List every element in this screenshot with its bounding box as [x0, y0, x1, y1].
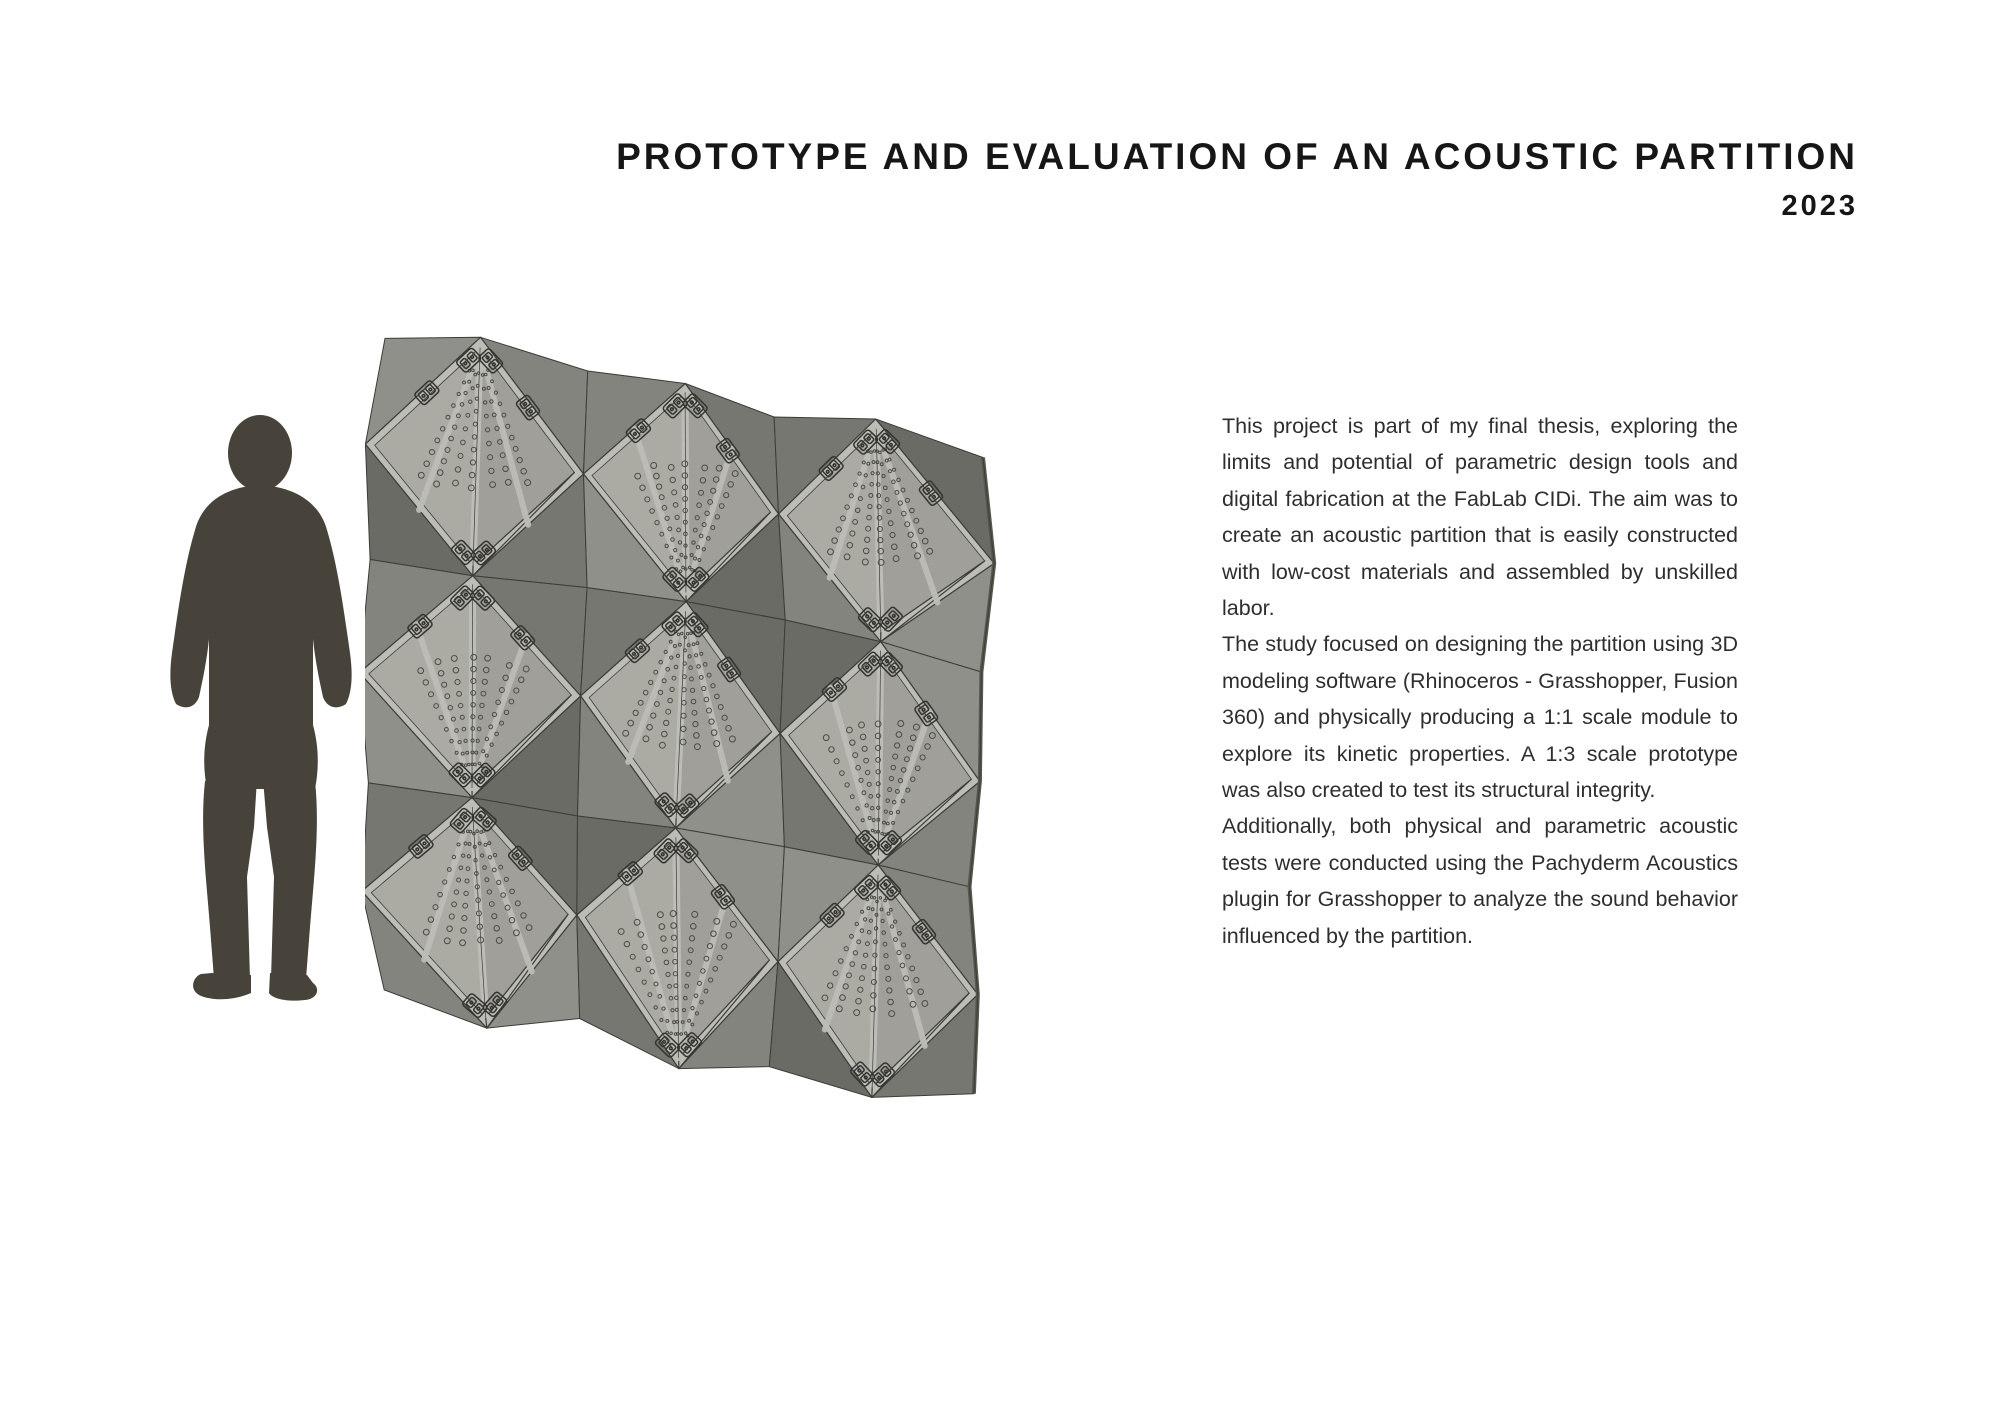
description-paragraph-2: The study focused on designing the partition using 3D modeling software (Rhinoceros - Grasshopper, Fusion 360) and physically producing a 1:1 scale module to explore its kinetic properties. A 1:3 scale prototype was also created to test its structural integrity.: [1222, 632, 1738, 803]
project-figure: [0, 0, 1050, 1150]
page-title: PROTOTYPE AND EVALUATION OF AN ACOUSTIC PARTITION: [616, 136, 1858, 177]
description-paragraph-1: This project is part of my final thesis, exploring the limits and potential of parametric design tools and digital fabrication at the FabLab CIDi. The aim was to create an acoustic partition that is easily constructed with low-cost materials and assembled by unskilled labor.: [1222, 414, 1738, 621]
description-paragraph-3: Additionally, both physical and parametric acoustic tests were conducted using the Pachyderm Acoustics plugin for Grasshopper to analyze the sound behavior influenced by the partition.: [1222, 814, 1738, 948]
project-description: [1222, 408, 1738, 954]
human-silhouette: [163, 407, 355, 1009]
partition-render: [365, 325, 1005, 1107]
human-silhouette-shape: [170, 415, 351, 1001]
page-year: 2023: [1781, 190, 1858, 222]
human-silhouette-graphic: [163, 407, 355, 1009]
partition-render-graphic: [365, 325, 1005, 1107]
